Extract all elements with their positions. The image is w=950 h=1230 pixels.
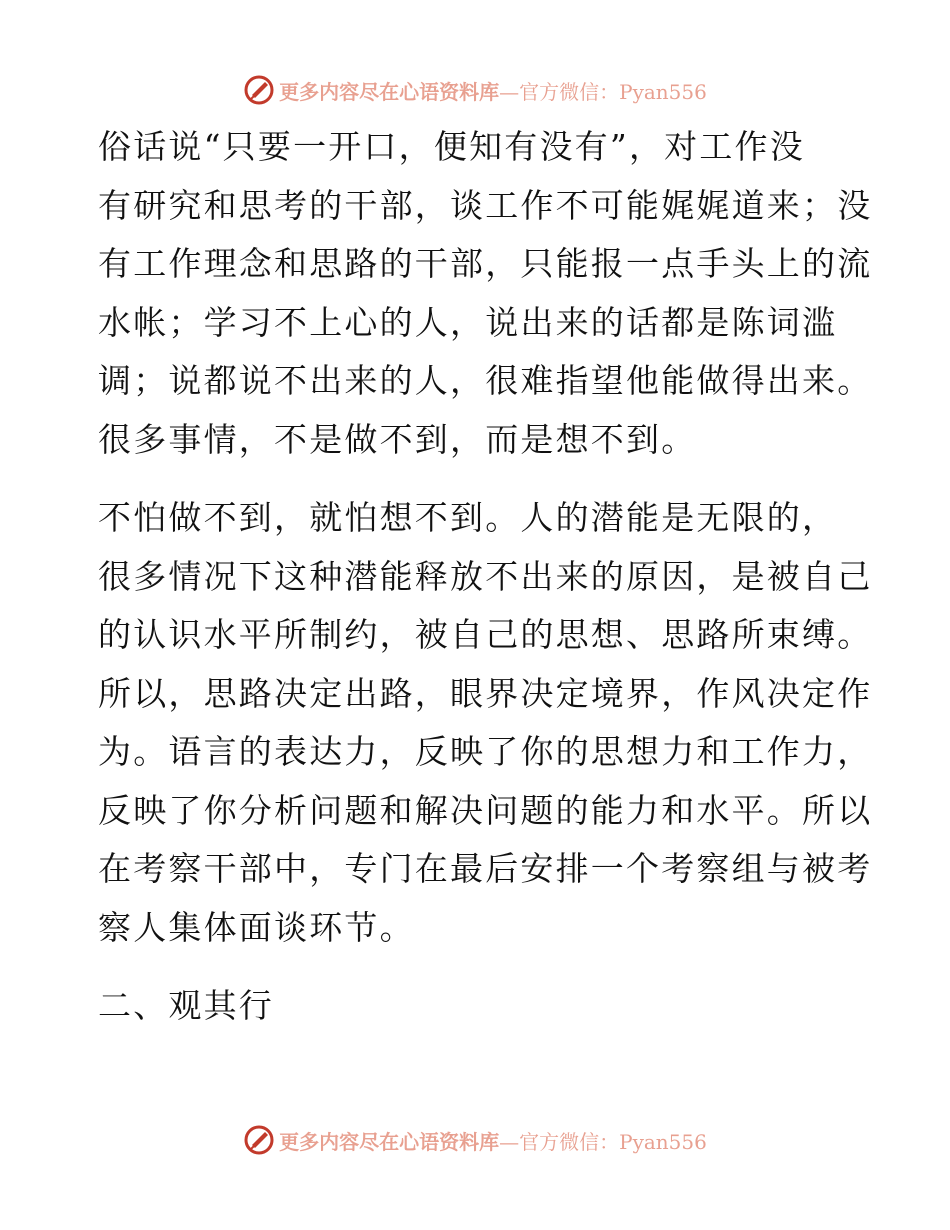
header-banner-text bbox=[279, 76, 707, 105]
paragraph-1 bbox=[98, 118, 873, 469]
paragraph-line: 调；说都说不出来的人，很难指望他能做得出来。 bbox=[98, 361, 873, 400]
paragraph-line: 有研究和思考的干部，谈工作不可能娓娓道来；没 bbox=[98, 185, 873, 225]
logo-icon bbox=[243, 1124, 275, 1156]
paragraph-line: 察人集体面谈环节。 bbox=[98, 907, 415, 947]
paragraph-line: 为。语言的表达力，反映了你的思想力和工作力， bbox=[98, 732, 873, 771]
document-body bbox=[98, 118, 873, 1036]
section-heading-text: 二、观其行 bbox=[98, 986, 274, 1025]
footer-banner-text bbox=[279, 1126, 707, 1155]
header-watermark-banner bbox=[0, 70, 950, 110]
paragraph-line: 反映了你分析问题和解决问题的能力和水平。所以 bbox=[98, 790, 873, 830]
paragraph-line: 的认识水平所制约，被自己的思想、思路所束缚。 bbox=[98, 615, 873, 654]
logo-icon bbox=[243, 74, 275, 106]
footer-banner-bold: 更多内容尽在心语资料库 bbox=[279, 1129, 500, 1154]
paragraph-line: 很多情况下这种潜能释放不出来的原因，是被自己 bbox=[98, 556, 873, 596]
header-banner-wechat: —官方微信：Pyan556 bbox=[499, 79, 707, 104]
paragraph-line: 不怕做不到，就怕想不到。人的潜能是无限的， bbox=[98, 498, 838, 537]
paragraph-2 bbox=[98, 489, 873, 957]
paragraph-line: 水帐；学习不上心的人，说出来的话都是陈词滥 bbox=[98, 302, 838, 342]
footer-banner-wechat: —官方微信：Pyan556 bbox=[499, 1129, 707, 1154]
paragraph-line: 俗话说“只要一开口，便知有没有”，对工作没 bbox=[98, 127, 805, 166]
paragraph-line: 在考察干部中，专门在最后安排一个考察组与被考 bbox=[98, 849, 873, 888]
paragraph-line: 很多事情，不是做不到，而是想不到。 bbox=[98, 419, 697, 459]
paragraph-gap bbox=[98, 469, 850, 489]
paragraph-line: 所以，思路决定出路，眼界决定境界，作风决定作 bbox=[98, 673, 873, 713]
paragraph-gap bbox=[98, 957, 850, 977]
paragraph-line: 有工作理念和思路的干部，只能报一点手头上的流 bbox=[98, 244, 873, 283]
footer-watermark-banner bbox=[0, 1120, 950, 1160]
header-banner-bold: 更多内容尽在心语资料库 bbox=[279, 79, 500, 104]
section-heading bbox=[98, 977, 850, 1036]
